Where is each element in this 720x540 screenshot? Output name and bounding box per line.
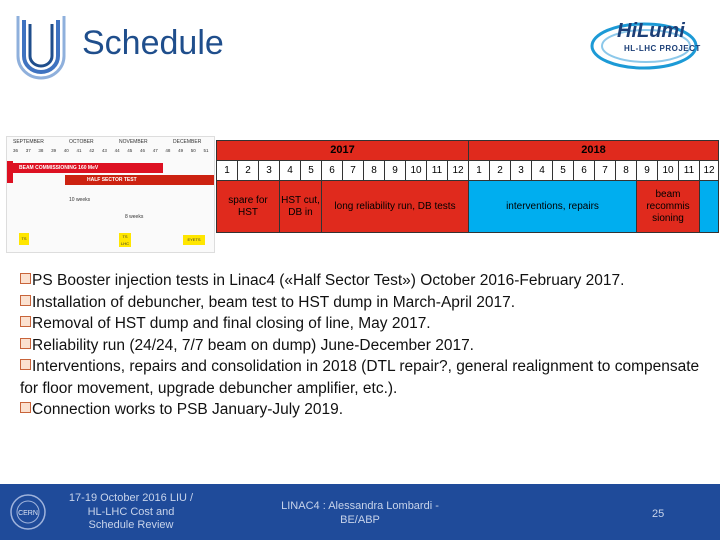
month-cell: 8 — [616, 161, 637, 181]
gantt-week: 47 — [152, 148, 158, 153]
month-cell: 10 — [406, 161, 427, 181]
month-cell: 4 — [532, 161, 553, 181]
bullet-square-icon — [20, 273, 31, 284]
bullet-item — [20, 399, 700, 421]
gantt-week: 44 — [114, 148, 120, 153]
gantt-week: 43 — [101, 148, 107, 153]
month-cell: 5 — [301, 161, 322, 181]
bullet-text: Interventions, repairs and consolidation in 2018 (DTL repair?, general realignment to compensate for floor movement, upgrade debuncher amplifier, etc.). — [20, 358, 700, 397]
footer-bar — [0, 484, 720, 540]
gantt-week: 49 — [178, 148, 184, 153]
gantt-week: 36 — [13, 148, 19, 153]
gantt-thumbnail — [6, 136, 215, 253]
bullet-item — [20, 335, 700, 357]
bullet-square-icon — [20, 402, 31, 413]
gantt-week: 46 — [140, 148, 146, 153]
gantt-week: 40 — [63, 148, 69, 153]
gantt-marker-ts: TS — [19, 233, 29, 245]
gantt-duration-1: 10 weeks — [69, 197, 91, 203]
gantt-month: OCTOBER — [69, 139, 94, 145]
gantt-month: DECEMBER — [173, 139, 202, 145]
bullet-square-icon — [20, 338, 31, 349]
block-hst-cut: HST cut, DB in — [280, 181, 322, 233]
month-cell: 2 — [490, 161, 511, 181]
month-cell: 11 — [679, 161, 700, 181]
footer-event: 17-19 October 2016 LIU / HL-LHC Cost and Schedule Review — [68, 492, 194, 531]
gantt-week: 39 — [51, 148, 57, 153]
month-row — [217, 161, 719, 181]
gantt-week: 41 — [76, 148, 82, 153]
gantt-months — [7, 137, 214, 146]
hilumi-logo-text: HiLumi — [617, 20, 685, 42]
gantt-week: 51 — [203, 148, 209, 153]
bullet-square-icon — [20, 295, 31, 306]
gantt-week: 48 — [165, 148, 171, 153]
month-cell: 4 — [280, 161, 301, 181]
bullet-square-icon — [20, 316, 31, 327]
gantt-month: SEPTEMBER — [13, 139, 44, 145]
gantt-week: 50 — [190, 148, 196, 153]
page-title: Schedule — [82, 24, 224, 62]
bullet-text: Connection works to PSB January-July 2019. — [32, 401, 344, 418]
month-cell: 9 — [385, 161, 406, 181]
block-beam-recommissioning: beam recommis sioning — [637, 181, 700, 233]
gantt-weeks — [7, 147, 214, 155]
gantt-week: 45 — [127, 148, 133, 153]
gantt-marker-ts-lhc: TS LHC — [120, 234, 129, 246]
month-cell: 2 — [238, 161, 259, 181]
footer-author: LINAC4 : Alessandra Lombardi - BE/ABP — [281, 500, 439, 526]
month-cell: 3 — [259, 161, 280, 181]
month-cell: 7 — [343, 161, 364, 181]
month-cell: 1 — [469, 161, 490, 181]
month-cell: 12 — [448, 161, 469, 181]
bullet-text: Reliability run (24/24, 7/7 beam on dump) June-December 2017. — [32, 336, 474, 354]
gantt-marker-eyets: EYETS — [183, 235, 205, 245]
bullet-text: Removal of HST dump and final closing of line, May 2017. — [32, 315, 431, 332]
bullet-item — [20, 270, 700, 292]
month-cell: 3 — [511, 161, 532, 181]
block-interventions: interventions, repairs — [469, 181, 637, 233]
year-2018: 2018 — [469, 141, 719, 161]
page-number: 25 — [652, 508, 665, 520]
month-cell: 1 — [217, 161, 238, 181]
month-cell: 11 — [427, 161, 448, 181]
gantt-bar-commissioning: BEAM COMMISSIONING 160 MeV — [13, 163, 163, 173]
bullet-item — [20, 356, 700, 399]
bullet-text: Installation of debuncher, beam test to HST dump in March-April 2017. — [32, 293, 516, 311]
year-2017: 2017 — [217, 141, 469, 161]
month-cell: 12 — [700, 161, 719, 181]
month-cell: 6 — [574, 161, 595, 181]
month-cell: 7 — [595, 161, 616, 181]
month-cell: 5 — [553, 161, 574, 181]
gantt-month: NOVEMBER — [119, 139, 148, 145]
cern-logo-icon — [8, 492, 48, 532]
block-spare-hst: spare for HST — [217, 181, 280, 233]
bullet-text: PS Booster injection tests in Linac4 («Half Sector Test») October 2016-February 2017. — [32, 272, 625, 289]
gantt-duration-2: 8 weeks — [125, 214, 144, 220]
cern-logo-text: CERN — [18, 510, 38, 517]
schedule-table — [216, 140, 719, 233]
month-cell: 10 — [658, 161, 679, 181]
block-reliability-run: long reliability run, DB tests — [322, 181, 469, 233]
gantt-week: 37 — [25, 148, 31, 153]
month-cell: 8 — [364, 161, 385, 181]
bullet-square-icon — [20, 359, 31, 370]
gantt-week: 42 — [89, 148, 95, 153]
block-blue-end — [700, 181, 719, 233]
month-cell: 6 — [322, 161, 343, 181]
bullet-item — [20, 292, 700, 314]
bullet-list — [20, 270, 700, 421]
bullet-item — [20, 313, 700, 335]
u-logo-icon — [12, 14, 70, 80]
gantt-week: 38 — [38, 148, 44, 153]
hilumi-logo-subtext: HL-LHC PROJECT — [624, 44, 701, 53]
month-cell: 9 — [637, 161, 658, 181]
gantt-bar-hst: HALF SECTOR TEST — [65, 175, 214, 185]
